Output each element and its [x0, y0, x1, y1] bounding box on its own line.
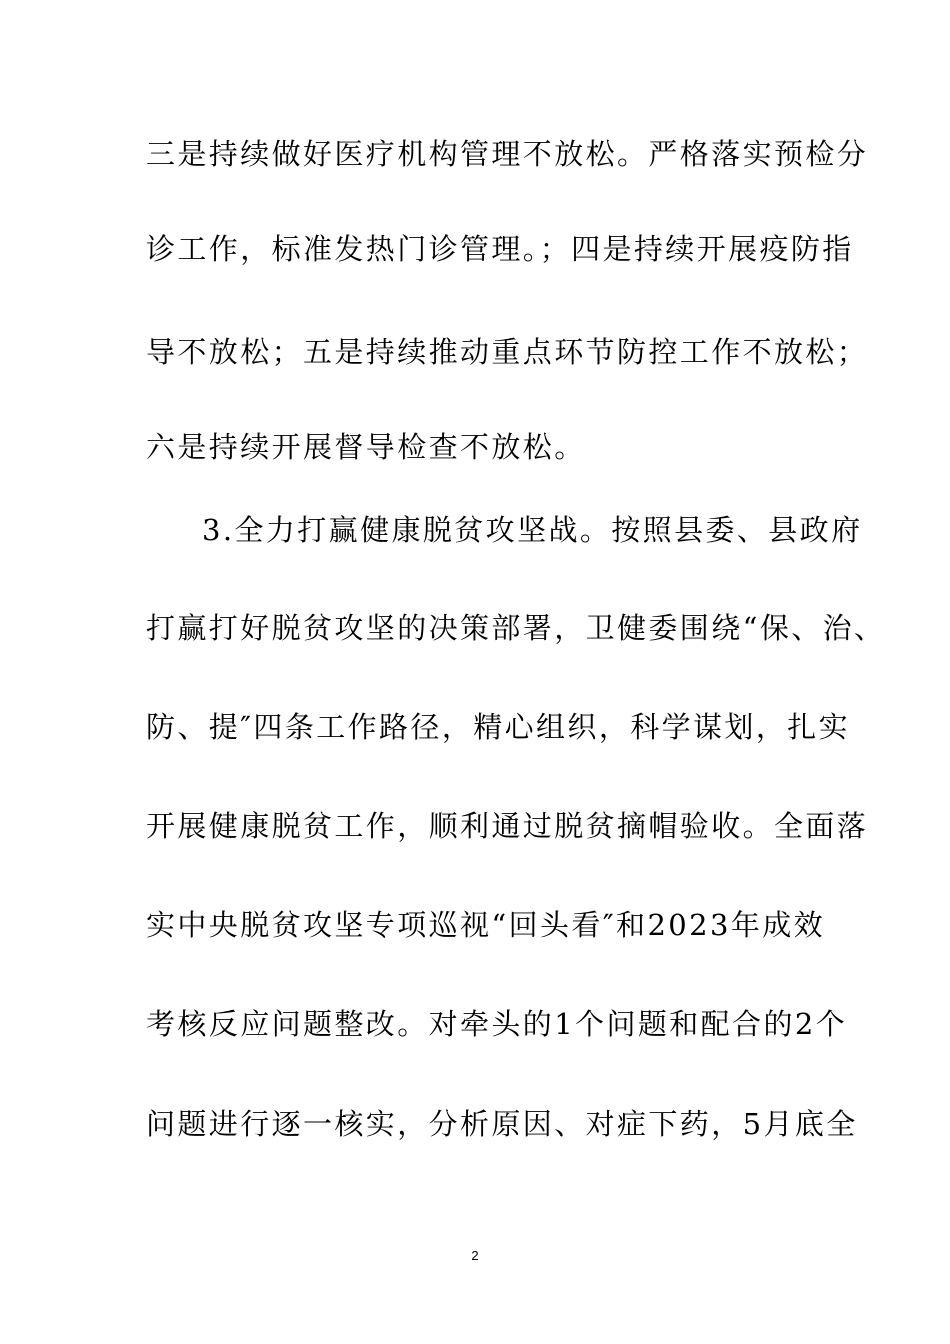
text-line-4: 六是持续开展督导检查不放松。: [146, 430, 586, 464]
text-line-7: 防、提″四条工作路径，精心组织，科学谋划，扎实: [146, 710, 851, 744]
text-line-2: 诊工作，标准发热门诊管理。；四是持续开展疫防指: [146, 232, 854, 266]
section-heading-line: 3.全力打赢健康脱贫攻坚战。按照县委、县政府: [202, 513, 863, 547]
text-line-1: 三是持续做好医疗机构管理不放松。严格落实预检分: [146, 137, 869, 171]
text-line-11: 问题进行逐一核实，分析原因、对症下药，5月底全: [146, 1107, 858, 1141]
page-number: 2: [471, 1248, 479, 1263]
text-line-3: 导不放松；五是持续推动重点环节防控工作不放松；: [146, 335, 869, 369]
text-line-6: 打赢打好脱贫攻坚的决策部署，卫健委围绕“保、治、: [146, 611, 886, 645]
text-line-8: 开展健康脱贫工作，顺利通过脱贫摘帽验收。全面落: [146, 809, 869, 843]
text-line-9: 实中央脱贫攻坚专项巡视“回头看″和2023年成效: [146, 908, 826, 942]
text-line-10: 考核反应问题整改。对牵头的1个问题和配合的2个: [146, 1007, 848, 1041]
